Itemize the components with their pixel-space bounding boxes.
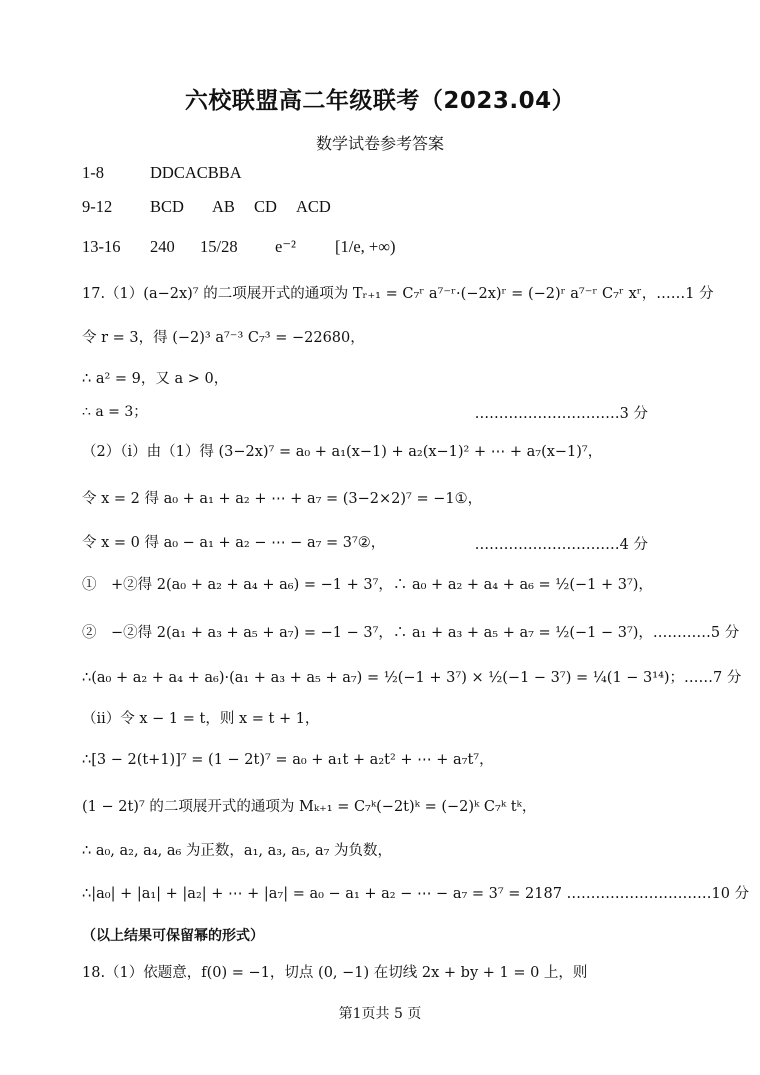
solution-line: （ii）令 x − 1 = t，则 x = t + 1， [82, 711, 320, 727]
answers-value: 240 [150, 237, 175, 256]
answers-value: [1/e, +∞) [335, 237, 396, 256]
solution-line: 令 x = 0 得 a₀ − a₁ + a₂ − ⋯ − a₇ = 3⁷②， [82, 535, 386, 551]
solution-line: 令 x = 2 得 a₀ + a₁ + a₂ + ⋯ + a₇ = (3−2×2)⁷ = −1①， [82, 491, 483, 507]
answers-value: ACD [296, 197, 331, 216]
answers-value: DDCACBBA [150, 163, 242, 182]
solution-line: ① +②得 2(a₀ + a₂ + a₄ + a₆) = −1 + 3⁷，∴ a₀ + a₂ + a₄ + a₆ = ½(−1 + 3⁷)， [82, 577, 653, 593]
answers-value: AB [212, 197, 235, 216]
score-mark: …………………………4 分 [474, 537, 648, 553]
answers-value: BCD [150, 197, 184, 216]
solution-line: ∴ a₀, a₂, a₄, a₆ 为正数，a₁, a₃, a₅, a₇ 为负数， [82, 843, 393, 859]
answers-value: CD [254, 197, 277, 216]
solution-line: ∴(a₀ + a₂ + a₄ + a₆)·(a₁ + a₃ + a₅ + a₇) = ½(−1 + 3⁷) × ½(−1 − 3⁷) = ¼(1 − 3¹⁴)；……7 分 [82, 670, 742, 686]
solution-line: 17.（1）(a−2x)⁷ 的二项展开式的通项为 Tᵣ₊₁ = C₇ʳ a⁷⁻ʳ·(−2x)ʳ = (−2)ʳ a⁷⁻ʳ C₇ʳ xʳ，……1 分 [82, 286, 714, 302]
solution-line: （2）（i）由（1）得 (3−2x)⁷ = a₀ + a₁(x−1) + a₂(x−1)² + ⋯ + a₇(x−1)⁷， [82, 444, 603, 460]
solution-line: ② −②得 2(a₁ + a₃ + a₅ + a₇) = −1 − 3⁷，∴ a₁ + a₃ + a₅ + a₇ = ½(−1 − 3⁷)，…………5 分 [82, 625, 740, 641]
solution-line: ∴ a = 3； [82, 404, 148, 420]
solution-line: (1 − 2t)⁷ 的二项展开式的通项为 Mₖ₊₁ = C₇ᵏ(−2t)ᵏ = (−2)ᵏ C₇ᵏ tᵏ， [82, 799, 537, 815]
answers-label: 1-8 [82, 163, 104, 182]
answers-label: 9-12 [82, 197, 113, 216]
solution-line: 18.（1）依题意，f(0) = −1，切点 (0, −1) 在切线 2x + by + 1 = 0 上，则 [82, 965, 588, 981]
page-title: 六校联盟高二年级联考（2023.04） [184, 88, 576, 114]
solution-line: ∴|a₀| + |a₁| + |a₂| + ⋯ + |a₇| = a₀ − a₁ + a₂ − ⋯ − a₇ = 3⁷ = 2187 …………………………10 分 [82, 886, 750, 902]
page-subtitle: 数学试卷参考答案 [315, 134, 444, 153]
solution-line: 令 r = 3，得 (−2)³ a⁷⁻³ C₇³ = −22680， [82, 330, 365, 346]
note-text: （以上结果可保留幂的形式） [82, 928, 264, 944]
page-footer: 第1页共 5 页 [338, 1006, 422, 1022]
score-mark: …………………………3 分 [474, 406, 648, 422]
answers-value: 15/28 [200, 237, 238, 256]
solution-line: ∴[3 − 2(t+1)]⁷ = (1 − 2t)⁷ = a₀ + a₁t + a₂t² + ⋯ + a₇t⁷， [82, 752, 494, 768]
answers-value: e⁻² [275, 237, 296, 256]
solution-line: ∴ a² = 9，又 a > 0， [82, 371, 229, 387]
answers-label: 13-16 [82, 237, 121, 256]
